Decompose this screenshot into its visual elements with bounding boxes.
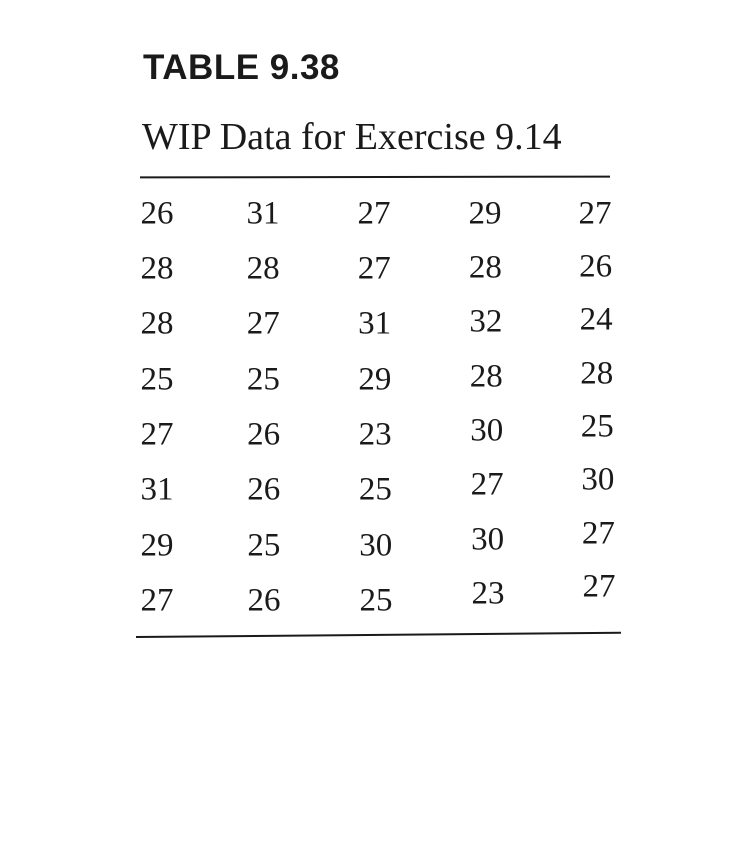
table-cell: 29 <box>468 195 502 232</box>
table-cell: 25 <box>580 408 614 445</box>
table-cell: 31 <box>358 305 392 342</box>
table-cell: 29 <box>358 361 392 398</box>
table-cell: 28 <box>140 305 174 342</box>
table-cell: 27 <box>357 195 391 232</box>
table-cell: 27 <box>140 416 174 453</box>
table-cell: 26 <box>579 248 613 285</box>
table-cell: 31 <box>246 195 280 232</box>
table-cell: 29 <box>140 527 174 564</box>
table-cell: 32 <box>469 303 503 340</box>
table-cell: 25 <box>359 582 393 619</box>
table-cell: 28 <box>140 250 174 287</box>
table-cell: 24 <box>579 301 613 338</box>
table-cell: 26 <box>247 582 281 619</box>
table-cell: 27 <box>357 250 391 287</box>
table-cell: 27 <box>246 305 280 342</box>
table-cell: 30 <box>581 461 615 498</box>
table-cell: 26 <box>247 471 281 508</box>
table-cell: 28 <box>469 358 503 395</box>
table-cell: 23 <box>471 575 505 612</box>
table-cell: 26 <box>140 195 174 232</box>
table-cell: 30 <box>470 412 504 449</box>
table-cell: 25 <box>247 527 281 564</box>
table-cell: 23 <box>358 416 392 453</box>
table-cell: 25 <box>246 361 280 398</box>
table-cell: 27 <box>578 195 612 232</box>
table-cell: 30 <box>471 521 505 558</box>
table-cell: 27 <box>140 582 174 619</box>
table-cell: 30 <box>359 527 393 564</box>
table-cell: 28 <box>246 250 280 287</box>
table-cell: 25 <box>358 471 392 508</box>
table-cell: 27 <box>582 568 616 605</box>
table-cell: 26 <box>247 416 281 453</box>
table-cell: 28 <box>468 249 502 286</box>
table-cell: 25 <box>140 361 174 398</box>
table-cell: 27 <box>581 515 615 552</box>
table-label: TABLE 9.38 <box>143 48 340 87</box>
table-caption: WIP Data for Exercise 9.14 <box>142 116 562 158</box>
table-cell: 31 <box>140 471 174 508</box>
table-cell: 28 <box>580 355 614 392</box>
table-cell: 27 <box>470 466 504 503</box>
